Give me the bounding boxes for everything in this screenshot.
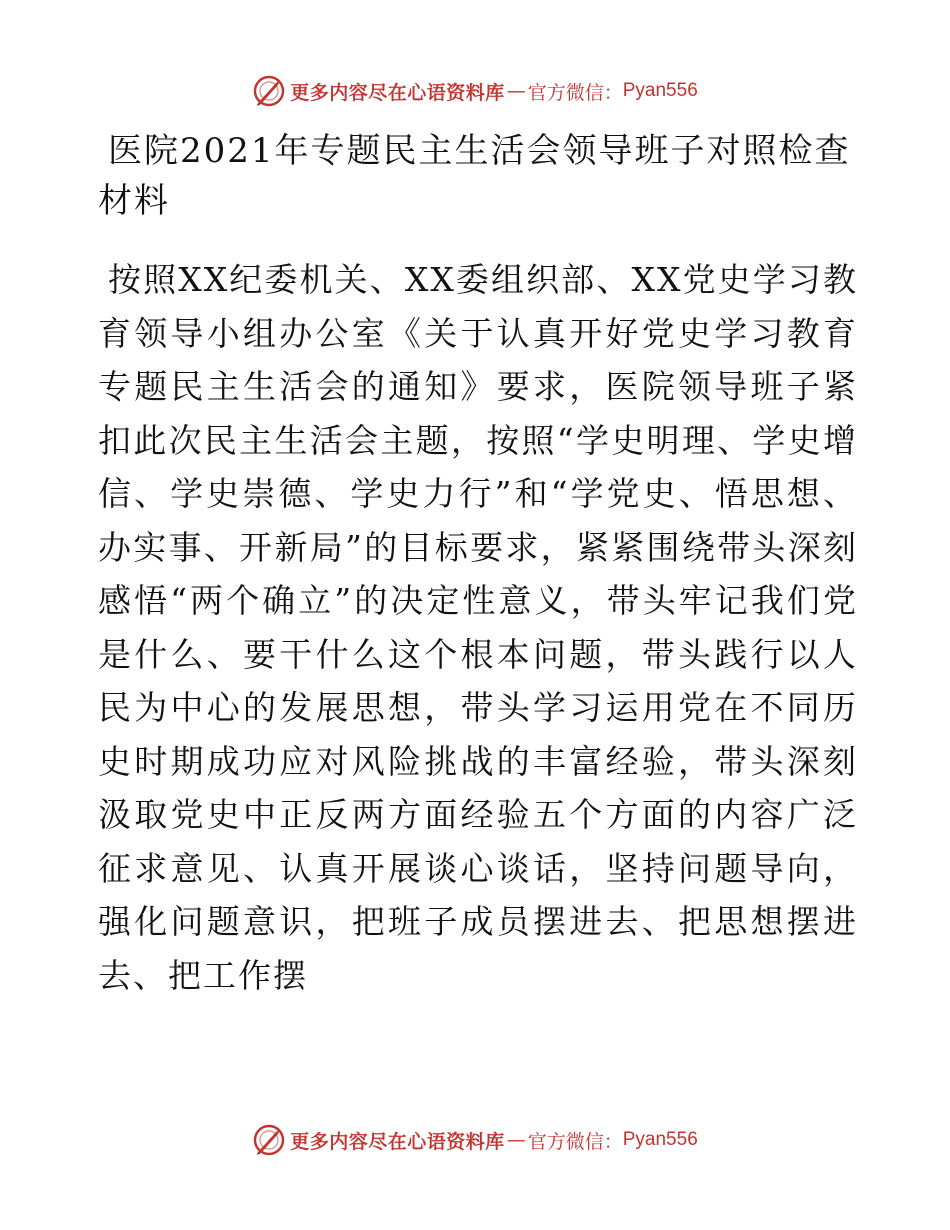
banner-wechat-label: 官方微信： [527, 1130, 623, 1153]
banner-separator: — [506, 1129, 526, 1151]
header-watermark-banner [0, 71, 950, 111]
banner-brand-text: 更多内容尽在心语资料库 [290, 81, 505, 104]
banner-separator: — [506, 80, 526, 102]
banner-wechat-id: Pyan556 [622, 80, 698, 101]
banner-wechat-id: Pyan556 [622, 1129, 698, 1150]
document-body-paragraph: 按照XX纪委机关、XX委组织部、XX党史学习教育领导小组办公室《关于认真开好党史学习教育专题民主生活会的通知》要求，医院领导班子紧扣此次民主生活会主题，按照“学史明理、学史增信、学史崇德、学史力行”和“学党史、悟思想、办实事、开新局”的目标要求，紧紧围绕带头深刻感悟“两个确立”的决定性意义，带头牢记我们党是什么、要干什么这个根本问题，带头践行以人民为中心的发展思想，带头学习运用党在不同历史时期成功应对风险挑战的丰富经验，带头深刻汲取党史中正反两方面经验五个方面的内容广泛征求意见、认真开展谈心谈话，坚持问题导向，强化问题意识，把班子成员摆进去、把思想摆进去、把工作摆 [98, 260, 858, 995]
banner-brand-text: 更多内容尽在心语资料库 [290, 1130, 505, 1153]
banner-wechat-label: 官方微信： [527, 81, 623, 104]
footer-watermark-banner [0, 1120, 950, 1160]
pen-logo-icon [252, 1123, 286, 1157]
pen-logo-icon [252, 74, 286, 108]
document-title: 医院2021年专题民主生活会领导班子对照检查材料 [98, 131, 851, 221]
